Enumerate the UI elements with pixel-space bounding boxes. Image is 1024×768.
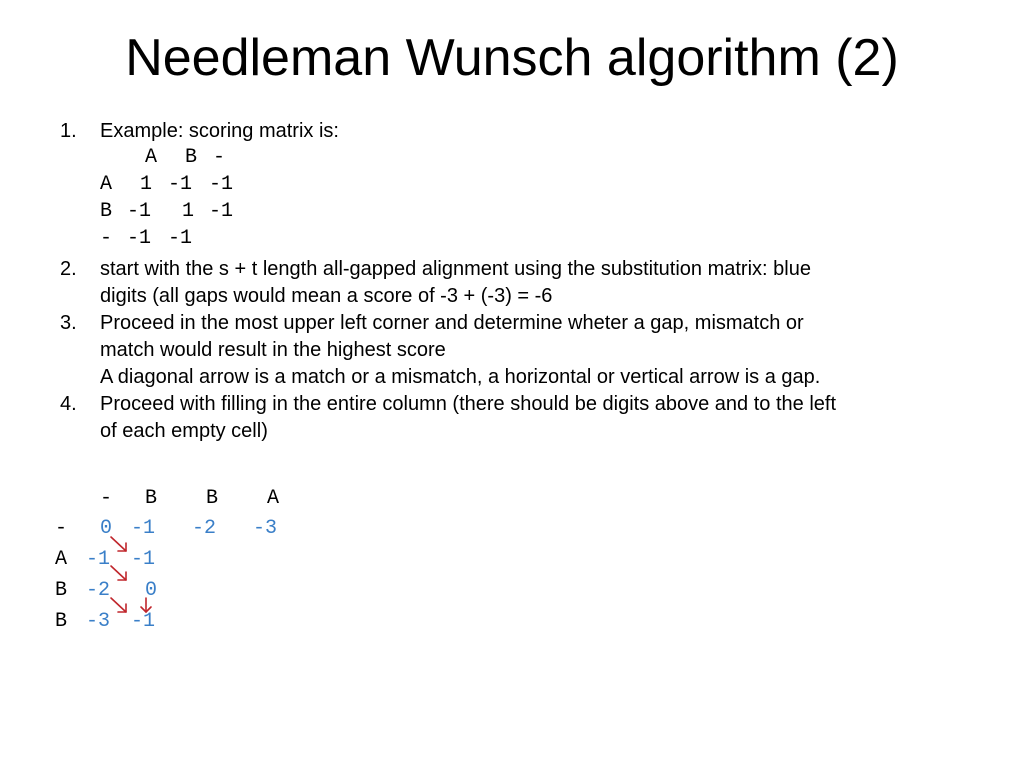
vertical-arrow-icon xyxy=(141,598,151,612)
scoring-matrix-cell: -1 xyxy=(168,227,193,250)
alignment-matrix-header: B xyxy=(206,487,219,510)
scoring-matrix-cell: 1 xyxy=(140,173,153,196)
scoring-matrix-row-label: - xyxy=(100,227,113,250)
alignment-matrix-score: -1 xyxy=(86,548,111,571)
alignment-matrix-score: -1 xyxy=(131,548,156,571)
alignment-matrix-score: -2 xyxy=(86,579,111,602)
item-number: 1. xyxy=(60,120,77,142)
alignment-matrix-score: -2 xyxy=(192,517,217,540)
item-text-line: A diagonal arrow is a match or a mismatch, a horizontal or vertical arrow is a gap. xyxy=(100,366,821,388)
item-text-line: Proceed in the most upper left corner and determine wheter a gap, mismatch or xyxy=(100,312,804,334)
scoring-matrix-cell: -1 xyxy=(209,200,234,223)
item-text-line: Proceed with filling in the entire column (there should be digits above and to the left xyxy=(100,393,836,415)
alignment-matrix-score: -3 xyxy=(253,517,278,540)
alignment-matrix-score: -1 xyxy=(131,610,156,633)
scoring-matrix-cell: -1 xyxy=(209,173,234,196)
alignment-matrix-score: -3 xyxy=(86,610,111,633)
alignment-matrix-header: A xyxy=(267,487,280,510)
scoring-matrix-cell: -1 xyxy=(168,173,193,196)
scoring-matrix-cell: -1 xyxy=(127,227,152,250)
slide-title: Needleman Wunsch algorithm (2) xyxy=(125,29,899,87)
scoring-matrix-row-label: B xyxy=(100,200,113,223)
item-text-line: match would result in the highest score xyxy=(100,339,446,361)
alignment-matrix-header: B xyxy=(145,487,158,510)
alignment-matrix-row-label: B xyxy=(55,579,68,602)
scoring-matrix-header: B xyxy=(185,146,198,169)
alignment-matrix-row-label: A xyxy=(55,548,68,571)
scoring-matrix-cell: 1 xyxy=(182,200,195,223)
scoring-matrix-row-label: A xyxy=(100,173,113,196)
item-number: 4. xyxy=(60,393,77,415)
alignment-matrix-score: -1 xyxy=(131,517,156,540)
diagonal-arrow-icon xyxy=(111,537,126,551)
scoring-matrix-header: A xyxy=(145,146,158,169)
alignment-matrix-header: - xyxy=(100,487,113,510)
item-text-line: digits (all gaps would mean a score of -3 + (-3) = -6 xyxy=(100,285,553,307)
item-text-line: of each empty cell) xyxy=(100,420,268,442)
item-text-line: Example: scoring matrix is: xyxy=(100,120,339,142)
alignment-matrix-score: 0 xyxy=(100,517,113,540)
alignment-matrix-row-label: - xyxy=(55,517,68,540)
alignment-matrix-score: 0 xyxy=(145,579,158,602)
item-number: 2. xyxy=(60,258,77,280)
item-text-line: start with the s + t length all-gapped alignment using the substitution matrix: blue xyxy=(100,258,811,280)
item-number: 3. xyxy=(60,312,77,334)
alignment-matrix-row-label: B xyxy=(55,610,68,633)
scoring-matrix-cell: -1 xyxy=(127,200,152,223)
diagonal-arrow-icon xyxy=(111,566,126,580)
diagonal-arrow-icon xyxy=(111,598,126,612)
scoring-matrix-header: - xyxy=(213,146,226,169)
